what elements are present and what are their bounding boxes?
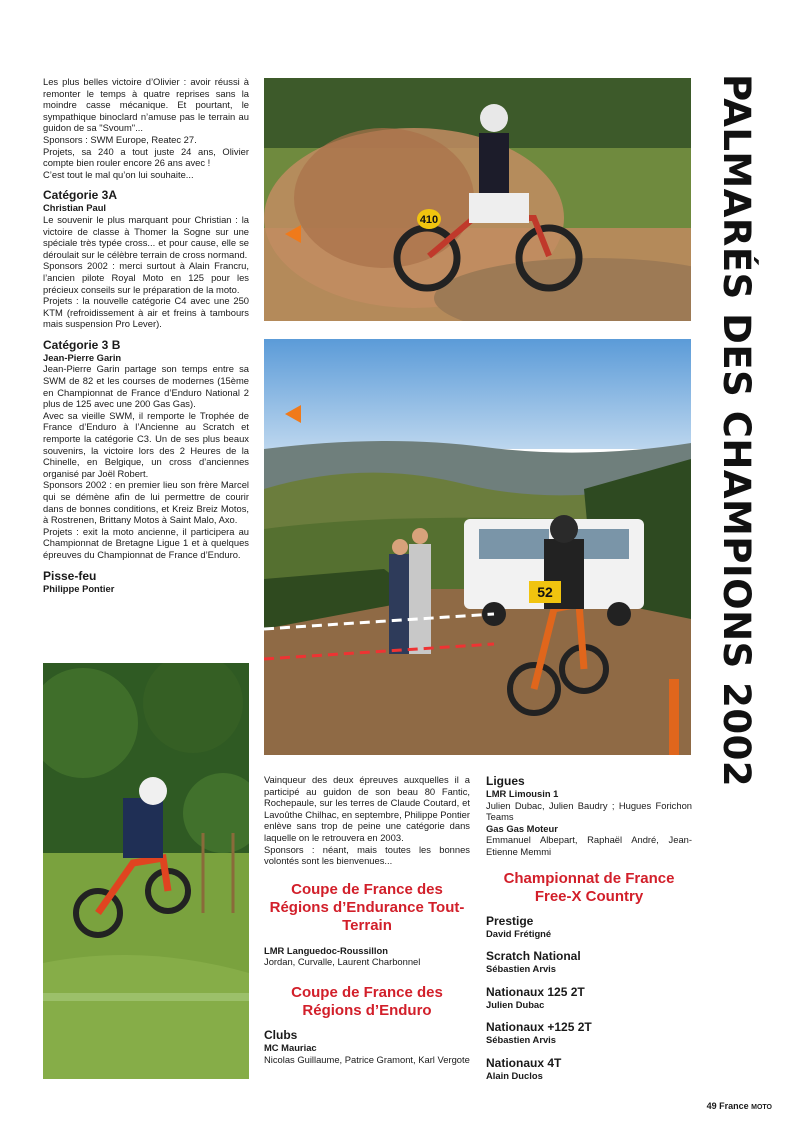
number-plate-52: 52 <box>537 584 553 600</box>
enduro-title: Coupe de France des Régions d’Enduro <box>291 983 443 1019</box>
cat3b-paragraph: Jean-Pierre Garin partage son temps entre sa SWM de 82 et les courses de modernes (15ème en Championnat de France d’Enduro National 2 plus de 125 avec une 200 Gas Gas). <box>43 363 249 410</box>
ligue-team: LMR Limousin 1 <box>486 788 559 799</box>
arrow-icon <box>285 405 301 423</box>
pontier-paragraph: Vainqueur des deux épreuves auxquelles il a participé au guidon de son beau 80 Fantic, Rochepaule, sur les terres de Claude Coutard, et Lavoûthe Chilhac, en septembre, Philippe Pontier enlève sans trop de peine une catégorie dans laquelle on le retrouvera en 2003. <box>264 774 470 843</box>
result-block <box>486 985 692 1011</box>
arrow-icon <box>285 225 301 243</box>
result-block <box>486 1020 692 1046</box>
result-block <box>486 949 692 975</box>
name-cat3a: Christian Paul <box>43 202 107 214</box>
photo-rider-landscape <box>264 339 691 755</box>
cat3a-paragraph: Sponsors 2002 : merci surtout à Alain Francru, l’ancien pilote Royal Moto en 125 pour les précieux conseils sur le préparation de la moto. <box>43 260 249 295</box>
ligue-team: Gas Gas Moteur <box>486 822 558 834</box>
intro-paragraph: Les plus belles victoire d’Olivier : avoir réussi à remonter le temps à quatre reprises sans la moindre casse mécanique. Et pourtant, le sympathique binoclard n’amuse pas le terrain au guidon de sa "Svoum"... <box>43 76 249 134</box>
page-footer <box>707 1101 772 1111</box>
club-name: MC Mauriac <box>264 1041 317 1053</box>
freex-title: Championnat de France Free-X Country <box>503 869 675 905</box>
result-block <box>486 914 692 940</box>
middle-column <box>264 774 470 1065</box>
club-riders: Nicolas Guillaume, Patrice Gramont, Karl Vergote <box>264 1053 470 1065</box>
name-pisse-feu: Philippe Pontier <box>43 582 115 594</box>
brand-name-moto: MOTO <box>751 1104 772 1111</box>
page-title-text: PALMARÉS DES CHAMPIONS 2002 <box>715 74 758 788</box>
result-winner: Sébastien Arvis <box>486 1034 556 1046</box>
endurance-title: Coupe de France des Régions d’Endurance Tout-Terrain <box>269 880 465 934</box>
clubs-heading: Clubs <box>264 1027 298 1042</box>
page-number: 49 <box>706 1101 717 1111</box>
heading-pisse-feu: Pisse-feu <box>43 568 97 583</box>
ligue-riders: Julien Dubac, Julien Baudry ; Hugues Forichon Teams <box>486 799 692 823</box>
right-column <box>486 774 692 1082</box>
page-title <box>715 74 780 788</box>
photo-rider-field <box>43 663 249 1079</box>
cat3b-paragraph: Sponsors 2002 : en premier lieu son frère Marcel qui se démène afin de lui permettre de courir dans de bonnes conditions, et Kreiz Breiz Motos, à Rostrenen, Brittany Motos à Saint Malo, Axo. <box>43 479 249 526</box>
intro-closing: C’est tout le mal qu’on lui souhaite... <box>43 168 194 180</box>
cat3a-paragraph: Projets : la nouvelle catégorie C4 avec une 250 KTM (refroidissement à air et freins à tambours mais suspension Pro Lever). <box>43 295 249 330</box>
pontier-sponsors: Sponsors : néant, mais toutes les bonnes volontés sont les bienvenues... <box>264 843 470 867</box>
result-winner: Julien Dubac <box>486 998 545 1010</box>
heading-cat3b: Catégorie 3 B <box>43 337 121 352</box>
heading-cat3a: Catégorie 3A <box>43 188 118 203</box>
ligue-riders: Emmanuel Albepart, Raphaël André, Jean-Etienne Memmi <box>486 834 692 857</box>
cat3b-paragraph: Avec sa vieille SWM, il remporte le Trophée de France d’Enduro à l’Ancienne au Scratch et remporte la catégorie C3. Un de ses plus beaux souvenirs, la victoire lors des 2 Heures de la Chinelle, en Belgique, un cross d’anciennes organisé par Joël Robert. <box>43 409 249 479</box>
result-category: Nationaux +125 2T <box>486 1020 592 1035</box>
result-category: Nationaux 125 2T <box>486 984 585 999</box>
endurance-team: LMR Languedoc-Roussillon <box>264 944 388 956</box>
result-category: Nationaux 4T <box>486 1055 562 1070</box>
name-cat3b: Jean-Pierre Garin <box>43 351 122 363</box>
cat3a-paragraph: Le souvenir le plus marquant pour Christian : la victoire de classe à Thomer la Sogne sur une spéciale très typée cross... et pour cause, elle se déroulait sur le célèbre terrain de cross normand. <box>43 213 249 260</box>
number-plate-410: 410 <box>419 214 439 226</box>
left-column <box>43 76 249 594</box>
result-winner: Alain Duclos <box>486 1069 543 1081</box>
cat3b-paragraph: Projets : exit la moto ancienne, il participera au Championnat de Bretagne Ligue 1 et à quelques épreuves du Championnat de France d’Enduro. <box>43 525 249 560</box>
result-block <box>486 1056 692 1082</box>
intro-sponsors: Sponsors : SWM Europe, Reatec 27. <box>43 133 197 145</box>
result-winner: Sébastien Arvis <box>486 963 556 975</box>
intro-projects: Projets, sa 240 a tout juste 24 ans, Olivier compte bien rouler encore 26 ans avec ! <box>43 145 249 169</box>
result-category: Prestige <box>486 913 534 928</box>
result-winner: David Frétigné <box>486 927 552 939</box>
photo-rider-dust <box>264 78 691 321</box>
ligues-heading: Ligues <box>486 774 525 788</box>
result-category: Scratch National <box>486 949 581 964</box>
brand-name: France <box>719 1101 749 1111</box>
endurance-riders: Jordan, Curvalle, Laurent Charbonnel <box>264 956 421 968</box>
